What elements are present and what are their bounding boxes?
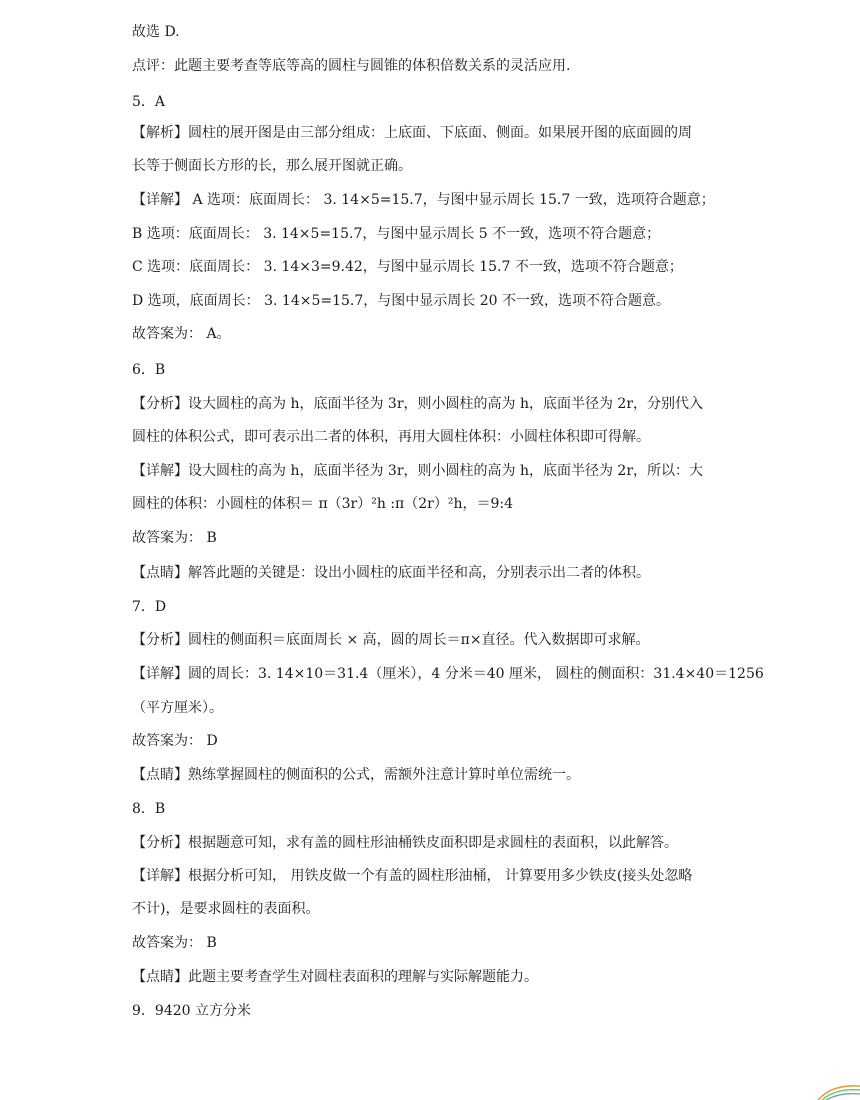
text-line: 6．B <box>132 362 166 378</box>
text-line: 故选 D. <box>132 24 180 40</box>
text-line: 【详解】根据分析可知， 用铁皮做一个有盖的圆柱形油桶， 计算要用多少铁皮(接头处忽略 <box>132 868 693 884</box>
text-line: 圆柱的体积：小圆柱的体积＝ π（3r）²h :π（2r）²h，＝9:4 <box>132 496 514 512</box>
text-line: 点评：此题主要考查等底等高的圆柱与圆锥的体积倍数关系的灵活应用. <box>132 58 571 74</box>
text-line: 长等于侧面长方形的长，那么展开图就正确。 <box>132 158 412 174</box>
text-line: 【详解】设大圆柱的高为 h，底面半径为 3r，则小圆柱的高为 h，底面半径为 2r，所以：大 <box>132 463 704 479</box>
text-line: 【详解】圆的周长：3. 14×10＝31.4（厘米），4 分米＝40 厘米， 圆柱的侧面积：31.4×40＝1256 <box>132 666 764 682</box>
text-line: 不计)，是要求圆柱的表面积。 <box>132 901 320 917</box>
text-line: 故答案为： A。 <box>132 326 231 342</box>
text-line: 【分析】根据题意可知，求有盖的圆柱形油桶铁皮面积即是求圆柱的表面积，以此解答。 <box>132 835 678 851</box>
text-line: 【详解】 A 选项：底面周长： 3. 14×5=15.7，与图中显示周长 15.7 一致，选项符合题意； <box>132 192 715 208</box>
text-line: 【点睛】熟练掌握圆柱的侧面积的公式，需额外注意计算时单位需统一。 <box>132 767 580 783</box>
text-line: 【分析】设大圆柱的高为 h，底面半径为 3r，则小圆柱的高为 h，底面半径为 2r，分别代入 <box>132 396 704 412</box>
text-line: 7．D <box>132 599 167 615</box>
text-line: 【解析】圆柱的展开图是由三部分组成：上底面、下底面、侧面。如果展开图的底面圆的周 <box>132 125 692 141</box>
text-line: （平方厘米）。 <box>132 700 223 716</box>
text-line: 【点睛】此题主要考查学生对圆柱表面积的理解与实际解题能力。 <box>132 969 538 985</box>
text-line: C 选项：底面周长： 3. 14×3=9.42，与图中显示周长 15.7 不一致，选项不符合题意； <box>132 259 683 275</box>
text-line: 9．9420 立方分米 <box>132 1003 251 1019</box>
text-line: 5．A <box>132 94 166 110</box>
text-line: 故答案为： B <box>132 530 217 546</box>
text-line: 故答案为： D <box>132 733 218 749</box>
text-line: 【点睛】解答此题的关键是：设出小圆柱的底面半径和高，分别表示出二者的体积。 <box>132 565 650 581</box>
text-line: 【分析】圆柱的侧面积＝底面周长 × 高，圆的周长＝π×直径。代入数据即可求解。 <box>132 632 650 648</box>
corner-logo-icon <box>812 1082 860 1100</box>
text-line: 8．B <box>132 801 166 817</box>
text-line: B 选项：底面周长： 3. 14×5=15.7，与图中显示周长 5 不一致，选项不符合题意； <box>132 226 661 242</box>
text-line: 圆柱的体积公式，即可表示出二者的体积，再用大圆柱体积：小圆柱体积即可得解。 <box>132 429 650 445</box>
text-line: D 选项，底面周长： 3. 14×5=15.7，与图中显示周长 20 不一致，选项不符合题意。 <box>132 293 671 309</box>
text-line: 故答案为： B <box>132 935 217 951</box>
